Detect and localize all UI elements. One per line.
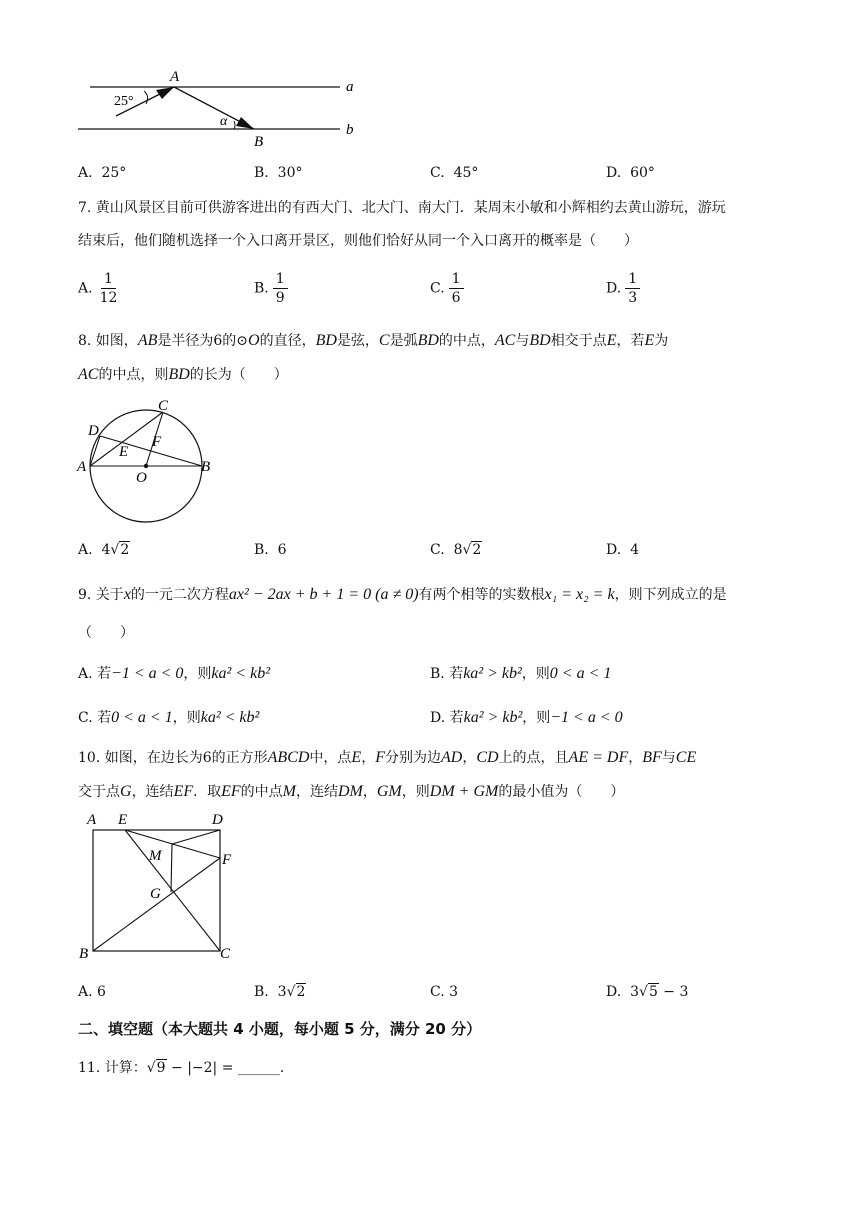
figure-circle — [74, 396, 224, 526]
q7-option-a: A. $\frac{1}{12}$ — [78, 271, 118, 306]
q8-option-d: D. 4 — [606, 542, 640, 558]
line-label-a: a — [346, 79, 354, 95]
q9-option-c: C. 若0 < a < 1，则ka² < kb² — [78, 709, 260, 726]
q7-line-2: 结束后，他们随机选择一个入口离开景区，则他们恰好从同一个入口离开的概率是（ ） — [78, 233, 638, 249]
q8-line-2: AC的中点，则BD的长为（ ） — [78, 366, 288, 383]
q9-option-b: B. 若ka² > kb²，则0 < a < 1 — [430, 665, 612, 682]
q9-option-a: A. 若−1 < a < 0，则ka² < kb² — [78, 665, 270, 682]
q6-option-c: C. 45° — [430, 165, 479, 181]
figure-parallel-lines — [70, 66, 370, 154]
alpha-label: α — [220, 114, 228, 129]
q7-line-1: 7. 黄山风景区目前可供游客进出的有西大门、北大门、南大门．某周末小敏和小辉相约去黄山游玩，游玩 — [78, 200, 726, 216]
label-d: D — [88, 423, 99, 439]
label-m: M — [149, 848, 162, 864]
point-label-a: A — [170, 69, 180, 85]
label-b: B — [201, 459, 211, 475]
q8-line-1: 8. 如图，AB是半径为6的⊙O的直径，BD是弦，C是弧BD的中点，AC与BD相交于点E，若E为 — [78, 332, 669, 349]
q9-line-1: 9. 关于x的一元二次方程ax² − 2ax + b + 1 = 0 (a ≠ 0)有两个相等的实数根x₁ = x₂ = k，则下列成立的是 — [78, 586, 727, 603]
label-e: E — [119, 444, 129, 460]
label-d: D — [212, 812, 223, 828]
q10-line-1: 10. 如图，在边长为6的正方形ABCD中，点E，F分别为边AD，CD上的点，且AE = DF，BF与CE — [78, 749, 697, 766]
line-label-b: b — [346, 122, 354, 138]
section-heading: 二、填空题（本大题共 4 小题，每小题 5 分，满分 20 分） — [78, 1020, 482, 1038]
q10-option-b: B. 3√2 — [254, 984, 306, 1000]
label-g: G — [150, 886, 161, 902]
label-e: E — [118, 812, 128, 828]
label-a: A — [87, 812, 97, 828]
q10-line-2: 交于点G，连结EF．取EF的中点M，连结DM，GM，则DM + GM的最小值为（ ） — [78, 783, 625, 800]
label-c: C — [158, 398, 169, 414]
q10-option-a: A. 6 — [78, 984, 106, 1000]
label-f: F — [152, 434, 162, 450]
q6-option-d: D. 60° — [606, 165, 655, 181]
q9-option-d: D. 若ka² > kb²，则−1 < a < 0 — [430, 709, 623, 726]
q7-option-b: B. $\frac{1}{9}$ — [254, 270, 288, 307]
label-b: B — [79, 946, 89, 962]
label-c: C — [220, 946, 231, 962]
q10-option-d: D. 3√5 − 3 — [606, 984, 689, 1000]
q7-option-c: C. $\frac{1}{6}$ — [430, 270, 464, 307]
q6-option-a: A. 25° — [78, 165, 127, 181]
q10-option-c: C. 3 — [430, 984, 459, 1000]
label-a: A — [77, 459, 87, 475]
label-f: F — [222, 852, 232, 868]
q11: 11. 计算：√9 − |−2| = ______． — [78, 1060, 294, 1076]
q9-line-2: （ ） — [78, 625, 134, 641]
label-o: O — [136, 470, 147, 486]
point-label-b: B — [254, 134, 264, 150]
q8-option-c: C. 8√2 — [430, 542, 482, 558]
q7-option-d: D. $\frac{1}{3}$ — [606, 270, 640, 307]
angle-label: 25° — [114, 94, 134, 109]
figure-square — [74, 810, 244, 962]
q8-option-a: A. 4√2 — [78, 542, 130, 558]
q8-option-b: B. 6 — [254, 542, 287, 558]
q6-option-b: B. 30° — [254, 165, 303, 181]
